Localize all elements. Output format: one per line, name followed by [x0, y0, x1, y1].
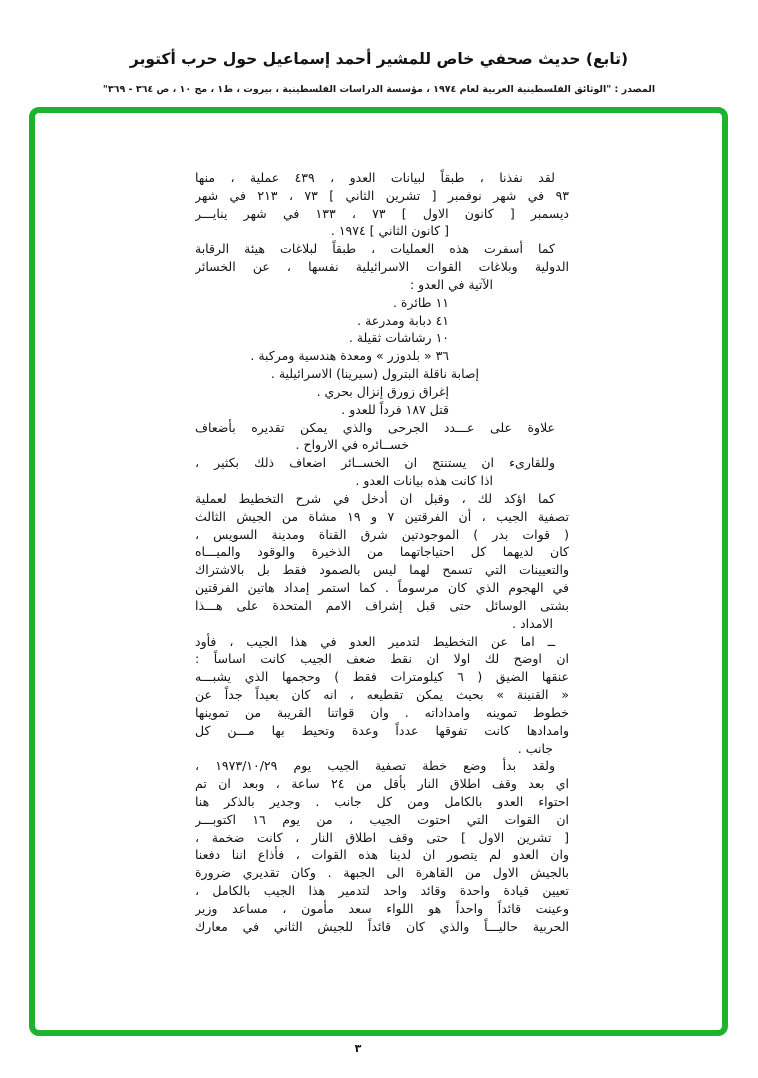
text-line: والتعيينات التي تسمح لهما ليس بالصمود فقط بل بالاشتراك — [195, 562, 569, 578]
text-line: [ كانون الثاني ] ١٩٧٤ . — [330, 223, 449, 239]
text-line: ولقد بدأ وضع خطة تصفية الجيب يوم ١٩٧٣/١٠/٢٩ ، — [195, 758, 555, 774]
text-line: بالجيش الاول من القاهرة الى الجبهة . وكان تقديري ضرورة — [195, 865, 569, 881]
text-line: عنقها الضيق ( ٦ كيلومترات فقط ) وحجمها الذي يشبـــه — [195, 669, 569, 685]
text-line: كما اؤكد لك ، وقبل ان أدخل في شرح التخطيط لعملية — [195, 490, 555, 506]
text-line: جانب . — [517, 740, 553, 756]
text-line: الدولية وبلاغات القوات الاسرائيلية نفسها ، عن الخسائر — [195, 259, 569, 275]
text-line: خســائره في الارواح . — [295, 437, 409, 453]
text-line: ان القوات التي احتوت الجيب ، من يوم ١٦ اكتوبـــر — [195, 811, 569, 827]
text-line: كما أسفرت هذه العمليات ، طبقاً لبلاغات هيئة الرقابة — [195, 241, 555, 257]
text-line: ان اوضح لك اولا ان نقط ضعف الجيب كانت اساساً : — [195, 651, 569, 667]
text-line: ديسمبر [ كانون الاول ] ٧٣ ، ١٣٣ في شهر ينايـــر — [195, 205, 569, 221]
text-line: وعينت قائداً واحداً هو اللواء سعد مأمون ، مساعد وزير — [195, 900, 569, 916]
page-number: ٣ — [354, 1042, 362, 1055]
text-line: لقد نفذنا ، طبقاً لبيانات العدو ، ٤٣٩ عملية ، منها — [195, 170, 555, 185]
text-line: قتل ١٨٧ فرداً للعدو . — [341, 401, 449, 417]
text-line: إغراق زورق إنزال بحري . — [316, 383, 449, 399]
text-line: احتواء العدو بالكامل ومن كل جانب . وجدير بالذكر هنا — [195, 793, 569, 809]
text-line: الآتية في العدو : — [410, 276, 493, 292]
text-line: علاوة على عـــدد الجرحى والذي يمكن تقديره بأضعاف — [195, 419, 555, 435]
text-line: تصفية الجيب ، أن الفرقتين ٧ و ١٩ مشاة من الجيش الثالث — [195, 508, 569, 524]
article-body — [195, 169, 569, 936]
text-line: وامدادها كانت تفوقها عدداً وعدة وتحيط بها مـــن كل — [195, 722, 569, 738]
text-line: ــ اما عن التخطيط لتدمير العدو في هذا الجيب ، فأود — [195, 633, 555, 649]
text-line: خطوط تموينه وامداداته . وان قواتنا القريبة من تموينها — [195, 704, 569, 720]
text-line: ١١ طائرة . — [392, 294, 449, 310]
text-line: ٩٣ في شهر نوفمبر [ تشرين الثاني ] ٧٣ ، ٢١٣ في شهر — [195, 187, 569, 203]
text-line: ١٠ رشاشات ثقيلة . — [348, 330, 449, 346]
text-line: الامداد . — [512, 615, 553, 631]
text-line: إصابة ناقلة البترول (سيرينا) الاسرائيلية . — [270, 366, 479, 382]
text-line: ٣٦ « بلدوزر » ومعدة هندسية ومركبة . — [250, 348, 449, 364]
source-citation: المصدر : "الوثائق الفلسطينية العربية لعام ١٩٧٤ ، مؤسسة الدراسات الفلسطينية ، بيروت ، ط١ ، مج ١٠ ، ص ٣٦٤ - ٣٦٩" — [102, 84, 656, 95]
document-title: (تابع) حديث صحفي خاص للمشير أحمد إسماعيل حول حرب أكتوبر — [129, 50, 629, 68]
text-line: وان العدو لم يتصور ان لدينا هذه القوات ، فأذاع اننا دفعنا — [195, 847, 569, 863]
text-line: اي بعد وقف اطلاق النار بأقل من ٢٤ ساعة ، وبعد ان تم — [195, 776, 569, 792]
text-line: ٤١ دبابة ومدرعة . — [357, 312, 449, 328]
text-line: تعيين قيادة واحدة وقائد واحد لتدمير هذا الجيب بالكامل ، — [195, 883, 569, 899]
text-line: اذا كانت هذه بيانات العدو . — [355, 473, 493, 489]
text-line: ( قوات بدر ) الموجودتين شرق القناة ومدينة السويس ، — [195, 526, 569, 542]
text-line: « القنينة » بحيث يمكن تقطيعه ، انه كان بعيداً جداً عن — [195, 687, 569, 703]
text-line: بشتى الوسائل حتى قبل إشراف الامم المتحدة على هـــذا — [195, 597, 569, 613]
text-line: [ تشرين الاول ] حتى وقف اطلاق النار ، كانت ضخمة ، — [195, 829, 569, 845]
text-line: الحربية حاليـــاً والذي كان قائداً للجيش الثاني في معارك — [195, 918, 569, 934]
text-line: وللقارىء ان يستنتج ان الخســائر اضعاف ذلك بكثير ، — [195, 455, 555, 471]
text-line: كان لديهما كل احتياجاتهما من الذخيرة والوقود والميـــاه — [195, 544, 569, 560]
text-line: في الهجوم الذي كان مرسوماً . كما استمر إمداد هاتين الفرقتين — [195, 580, 569, 596]
